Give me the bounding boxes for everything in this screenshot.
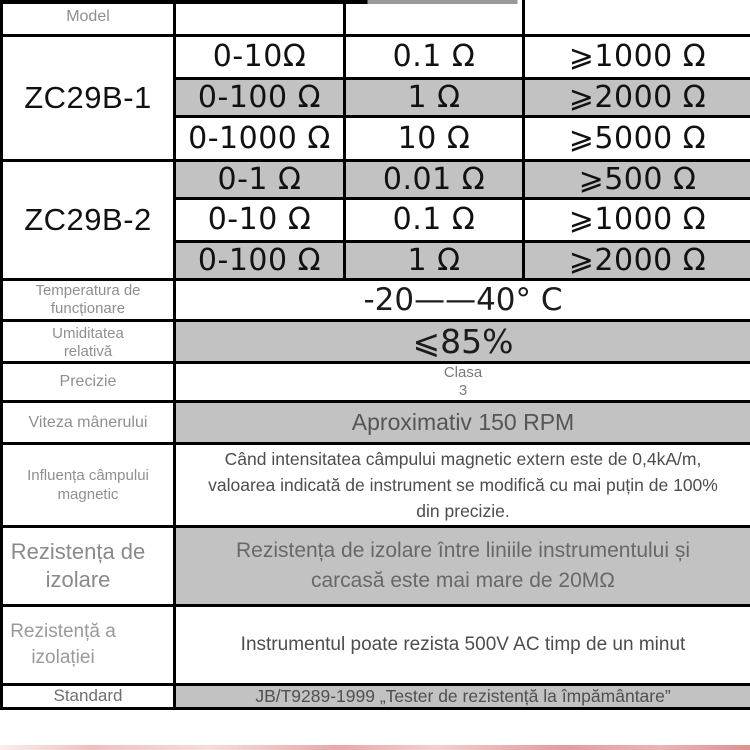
accuracy-value-line1: Clasa xyxy=(443,363,483,381)
magnetic-field-label: Influența câmpului magnetic xyxy=(27,466,149,503)
resolution-value: 1 Ω xyxy=(345,241,524,279)
model-header-cell xyxy=(2,0,175,35)
humidity-value: ⩽85% xyxy=(175,320,750,362)
humidity-label-cell xyxy=(2,320,175,362)
table-row-humidity xyxy=(2,320,750,362)
table-row-insulation-resistance xyxy=(2,526,750,605)
handle-speed-value: Aproximativ 150 RPM xyxy=(175,401,750,443)
resolution-value: 1 Ω xyxy=(345,78,524,116)
range-value: 0-1 Ω xyxy=(175,160,345,198)
standard-label-cell xyxy=(2,684,175,708)
insulation-resistance-value-cell xyxy=(175,526,750,605)
magnetic-field-value: Când intensitatea câmpului magnetic extern este de 0,4kA/m, valoarea indicată de instrument se modifică cu mai puțin de 100% din precizie. xyxy=(208,448,718,521)
magnetic-field-label-cell xyxy=(2,443,175,526)
dielectric-strength-label-cell xyxy=(2,605,175,684)
humidity-label: Umiditatea relativă xyxy=(52,325,124,359)
standard-value: JB/T9289-1999 „Tester de rezistență la împământare” xyxy=(175,684,750,708)
insulation-resistance-label: Rezistența de izolare xyxy=(10,538,146,592)
table-row-dielectric-strength xyxy=(2,605,750,684)
table-row xyxy=(2,160,750,198)
temperature-value: -20——40° C xyxy=(175,279,750,320)
magnetic-field-value-cell xyxy=(175,443,750,526)
range-value: 0-100 Ω xyxy=(175,241,345,279)
temperature-label-cell xyxy=(2,279,175,320)
dielectric-strength-label: Rezistență a izolației xyxy=(10,620,116,668)
min-resistance-value: ⩾2000 Ω xyxy=(524,78,750,116)
range-value: 0-10Ω xyxy=(175,35,345,78)
accuracy-value-line2: 3 xyxy=(458,381,468,399)
resolution-value: 10 Ω xyxy=(345,116,524,160)
dielectric-strength-value: Instrumentul poate rezista 500V AC timp de un minut xyxy=(175,605,750,684)
cropped-top-border xyxy=(0,0,750,4)
range-header-cell xyxy=(175,0,345,35)
resolution-value: 0.01 Ω xyxy=(345,160,524,198)
header-row xyxy=(2,0,750,35)
min-resistance-header-cell xyxy=(524,0,750,35)
min-resistance-value: ⩾2000 Ω xyxy=(524,241,750,279)
table-row-temperature xyxy=(2,279,750,320)
resolution-value: 0.1 Ω xyxy=(345,35,524,78)
range-value: 0-100 Ω xyxy=(175,78,345,116)
insulation-resistance-label-cell xyxy=(2,526,175,605)
range-value: 0-1000 Ω xyxy=(175,116,345,160)
resolution-value: 0.1 Ω xyxy=(345,198,524,241)
accuracy-label-cell xyxy=(2,362,175,401)
handle-speed-label-cell xyxy=(2,401,175,443)
accuracy-value-cell xyxy=(175,362,750,401)
min-resistance-value: ⩾1000 Ω xyxy=(524,35,750,78)
table-row-handle-speed xyxy=(2,401,750,443)
range-value: 0-10 Ω xyxy=(175,198,345,241)
model-name-zc29b-1: ZC29B-1 xyxy=(2,35,175,160)
accuracy-label: Precizie xyxy=(59,373,117,390)
insulation-resistance-value: Rezistența de izolare între liniile instrumentului și carcasă este mai mare de 20MΩ xyxy=(235,538,691,592)
standard-label: Standard xyxy=(53,686,123,705)
resolution-header-cell xyxy=(345,0,524,35)
min-resistance-value: ⩾5000 Ω xyxy=(524,116,750,160)
min-resistance-value: ⩾500 Ω xyxy=(524,160,750,198)
model-name-zc29b-2: ZC29B-2 xyxy=(2,160,175,279)
table-row-magnetic-field xyxy=(2,443,750,526)
handle-speed-label: Viteza mânerului xyxy=(28,413,148,431)
temperature-label: Temperatura de funcționare xyxy=(35,281,141,317)
cropped-next-row-strip xyxy=(0,745,750,750)
table-row-standard xyxy=(2,684,750,708)
table-row-accuracy xyxy=(2,362,750,401)
model-header-label: Model xyxy=(66,8,110,26)
min-resistance-value: ⩾1000 Ω xyxy=(524,198,750,241)
table-row xyxy=(2,35,750,78)
